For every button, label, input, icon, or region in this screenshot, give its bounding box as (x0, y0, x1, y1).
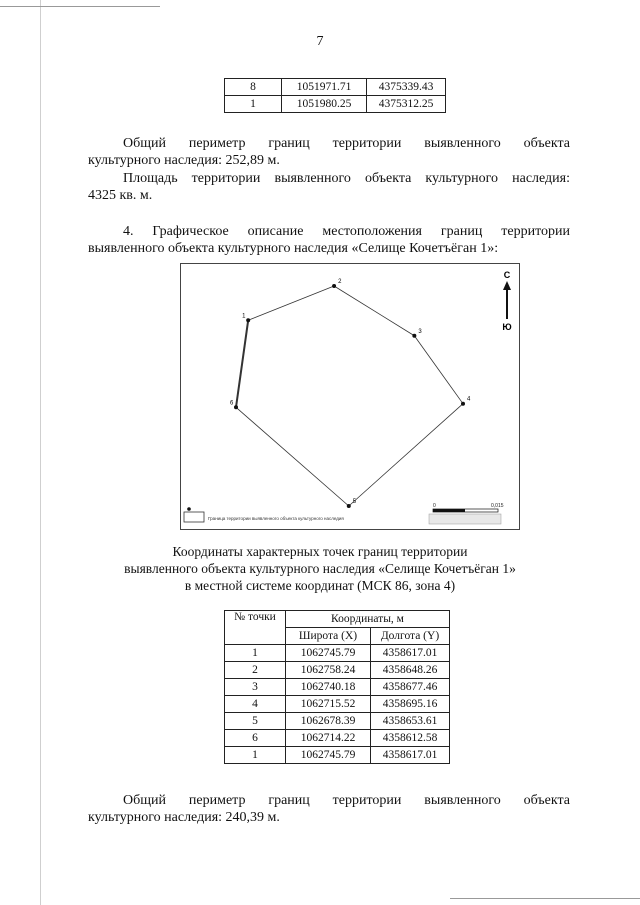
coordinates-caption-line2: выявленного объекта культурного наследия «Селище Кочетъёган 1» (124, 561, 516, 576)
boundary-segment (349, 404, 463, 506)
boundary-map (180, 263, 520, 530)
table-cell: 1051980.25 (282, 96, 367, 113)
south-label: Ю (502, 322, 512, 332)
header-point-number: № точки (225, 611, 286, 645)
table-row (225, 662, 450, 679)
section4-heading-line2: выявленного объекта культурного наследия «Селище Кочетъёган 1»: (88, 241, 499, 256)
area-paragraph-line2: 4325 кв. м. (88, 188, 153, 203)
perimeter-paragraph-line1: Общий периметр границ территории выявленного объекта (123, 136, 570, 151)
table-cell: 6 (225, 730, 286, 747)
table-cell: 1062715.52 (286, 696, 371, 713)
boundary-segment (334, 286, 414, 336)
north-label: С (503, 270, 511, 280)
table-cell: 1 (225, 645, 286, 662)
boundary-point-label: 1 (242, 313, 246, 320)
table-cell: 4358648.26 (371, 662, 450, 679)
table-cell: 4 (225, 696, 286, 713)
scale-start-label: 0 (433, 503, 436, 509)
boundary-point (234, 405, 238, 409)
table-cell: 1 (225, 96, 282, 113)
boundary-point (246, 318, 250, 322)
table-cell: 1062745.79 (286, 645, 371, 662)
scan-bottom-line (450, 898, 640, 899)
boundary-point (412, 334, 416, 338)
table-cell: 4358653.61 (371, 713, 450, 730)
scale-end-label: 0,015 (491, 503, 504, 509)
perimeter-paragraph-line2: культурного наследия: 252,89 м. (88, 153, 280, 168)
table-cell: 1062758.24 (286, 662, 371, 679)
boundary-segment (414, 336, 463, 404)
table-row (225, 696, 450, 713)
table-cell: 4358617.01 (371, 747, 450, 764)
page-number: 7 (316, 34, 324, 49)
legend-text: Граница территории выявленного объекта культурного наследия (208, 516, 344, 521)
boundary-map-svg (181, 264, 519, 529)
table-cell: 8 (225, 79, 282, 96)
boundary-point-label: 6 (230, 400, 234, 407)
table-row (225, 747, 450, 764)
closing-perimeter-line2: культурного наследия: 240,39 м. (88, 810, 280, 825)
boundary-point-label: 2 (338, 279, 342, 285)
table-cell: 5 (225, 713, 286, 730)
table-cell: 2 (225, 662, 286, 679)
table-cell: 3 (225, 679, 286, 696)
boundary-point-label: 3 (418, 328, 422, 335)
table-cell: 4358677.46 (371, 679, 450, 696)
boundary-point (347, 504, 351, 508)
table-row (225, 679, 450, 696)
area-paragraph-line1: Площадь территории выявленного объекта культурного наследия: (123, 171, 570, 186)
boundary-segment (236, 407, 349, 506)
coordinates-table (224, 610, 450, 764)
table-cell: 1051971.71 (282, 79, 367, 96)
boundary-point (332, 284, 336, 288)
table-row (225, 645, 450, 662)
boundary-point-label: 4 (467, 396, 471, 403)
header-longitude: Долгота (Y) (371, 628, 450, 645)
section4-heading-line1: 4. Графическое описание местоположения границ территории (123, 224, 570, 239)
legend-swatch (184, 512, 204, 522)
table-row (225, 713, 450, 730)
table-cell: 4375339.43 (367, 79, 446, 96)
table-row (225, 96, 446, 113)
header-coordinates: Координаты, м (286, 611, 450, 628)
table-cell: 4375312.25 (367, 96, 446, 113)
scan-top-line (0, 6, 160, 7)
scale-bar (429, 503, 504, 524)
coordinates-caption-line3: в местной системе координат (МСК 86, зона 4) (184, 578, 456, 593)
table-cell: 1062714.22 (286, 730, 371, 747)
table-cell: 1062745.79 (286, 747, 371, 764)
map-legend (184, 507, 344, 522)
boundary-segment (236, 320, 248, 407)
table-cell: 1062678.39 (286, 713, 371, 730)
scan-left-margin-line (40, 0, 41, 905)
table-cell: 4358695.16 (371, 696, 450, 713)
boundary-segment (248, 286, 334, 320)
closing-perimeter-line1: Общий периметр границ территории выявленного объекта (123, 793, 570, 808)
table-row (225, 730, 450, 747)
boundary-point (461, 402, 465, 406)
previous-coordinates-table (224, 78, 446, 113)
table-row (225, 79, 446, 96)
boundary-point-label: 5 (352, 499, 357, 505)
north-arrow-icon (502, 270, 511, 332)
table-cell: 1 (225, 747, 286, 764)
table-cell: 4358612.58 (371, 730, 450, 747)
table-cell: 4358617.01 (371, 645, 450, 662)
table-header-row (225, 611, 450, 628)
header-latitude: Широта (X) (286, 628, 371, 645)
table-cell: 1062740.18 (286, 679, 371, 696)
coordinates-caption-line1: Координаты характерных точек границ территории (172, 544, 468, 559)
